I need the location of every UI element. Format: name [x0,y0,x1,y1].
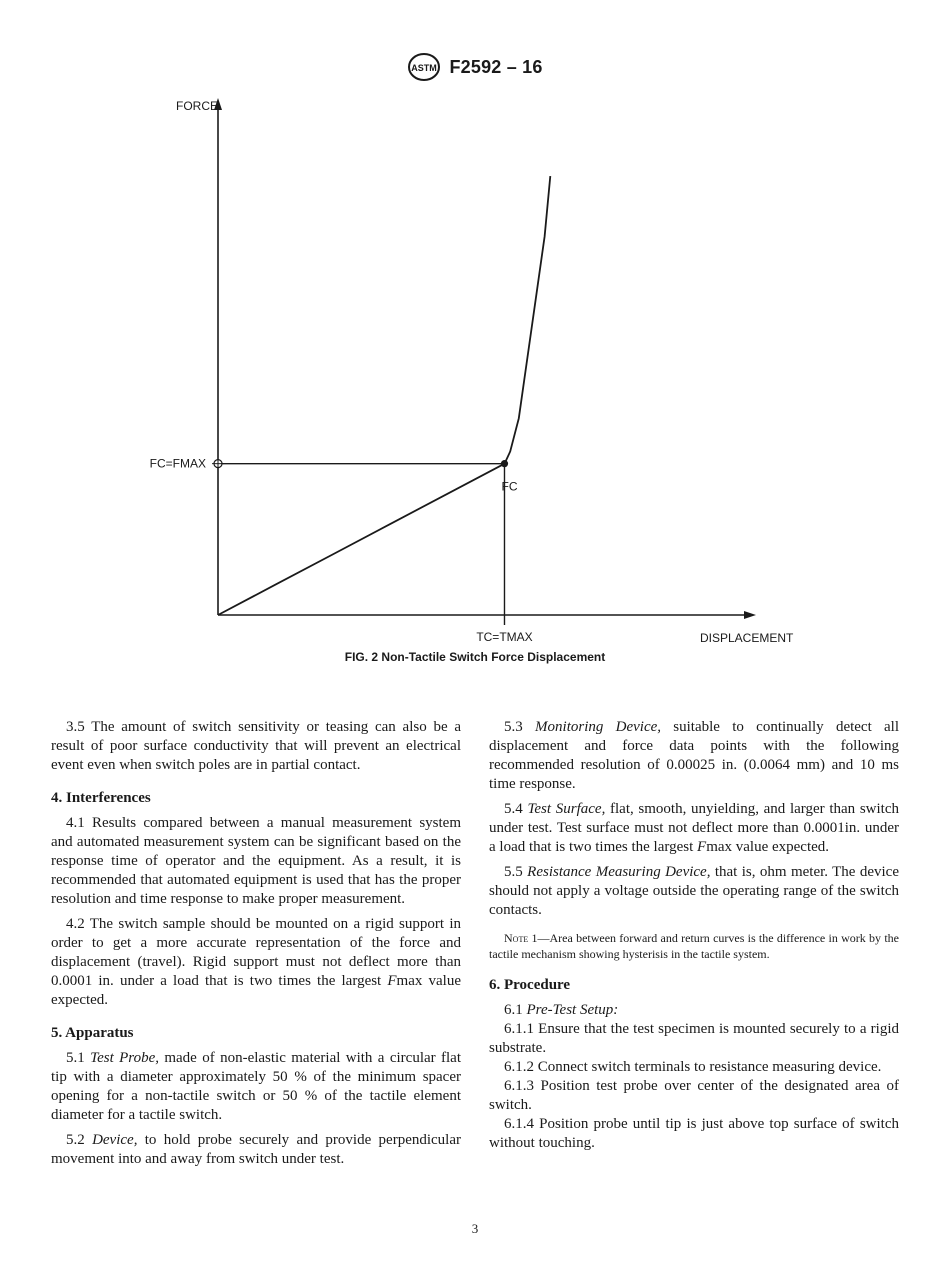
figure-caption: FIG. 2 Non-Tactile Switch Force Displacement [344,650,606,664]
fc-point-label: FC [501,479,518,494]
paragraph-5-4: 5.4 Test Surface, flat, smooth, unyielding, and larger than switch under test. Test surface must not deflect more than 0.0001in. under a load that is two times the largest Fmax value expected. [489,801,900,855]
fc-point-marker [501,460,508,467]
astm-logo-icon [407,52,441,82]
paragraph-3-5: 3.5 The amount of switch sensitivity or teasing can also be a result of poor surface conductivity that will prevent an electrical event even when switch poles are in partial contact. [51,719,461,773]
section-6-heading: 6. Procedure [489,977,571,993]
tc-tmax-label: TC=TMAX [476,630,533,644]
y-axis-label: FORCE [176,99,218,113]
force-displacement-chart [140,90,820,680]
force-displacement-figure [140,90,820,680]
paragraph-5-2: 5.2 Device, to hold probe securely and provide perpendicular movement into and away from switch under test. [51,1132,461,1167]
paragraph-4-2: 4.2 The switch sample should be mounted on a rigid support in order to get a more accurate representation of the force and displacement (travel). Rigid support must not deflect more than 0.0001 in. under a load that is two times the largest Fmax value expected. [51,916,461,1008]
paragraph-6-1-1: 6.1.1 Ensure that the test specimen is mounted securely to a rigid substrate. [489,1021,899,1056]
paragraph-5-1: 5.1 Test Probe, made of non-elastic material with a circular flat tip with a diameter approximately 50 % of the minimum spacer opening for a non-tactile switch or 50 % of the tactile element diameter for a tactile switch. [51,1050,461,1123]
paragraph-6-1-2: 6.1.2 Connect switch terminals to resistance measuring device. [504,1059,882,1075]
paragraph-5-3: 5.3 Monitoring Device, suitable to continually detect all displacement and force data points with the following recommended resolution of 0.00025 in. (0.0064 mm) and 10 ms time response. [489,719,900,792]
section-5-heading: 5. Apparatus [51,1025,134,1041]
paragraph-4-1: 4.1 Results compared between a manual measurement system and automated measurement system can be significant based on the response time of operator and the equipment. As a result, it is recommended that automated equipment is used that has the proper resolution and time response to make proper measurement. [51,815,461,907]
x-axis-label: DISPLACEMENT [700,631,794,645]
right-text-column [489,718,899,1153]
x-axis-arrow [744,611,756,619]
force-displacement-curve [218,176,550,615]
paragraph-5-5: 5.5 Resistance Measuring Device, that is, ohm meter. The device should not apply a voltage outside the operating range of the switch contacts. [489,864,899,918]
paragraph-6-1-3: 6.1.3 Position test probe over center of the designated area of switch. [489,1078,899,1113]
left-text-column [51,718,461,1175]
svg-text:ASTM: ASTM [411,63,438,73]
fc-fmax-label: FC=FMAX [149,456,206,471]
section-4-heading: 4. Interferences [51,790,151,806]
standard-designation: F2592 – 16 [449,56,543,77]
page-number: 3 [471,1221,479,1236]
paragraph-6-1: 6.1 Pre-Test Setup: [504,1002,619,1018]
note-1: Note 1—Area between forward and return curves is the difference in work by the tactile mechanism showing hysterisis in the tactile system. [489,931,899,961]
page-header [0,52,950,82]
paragraph-6-1-4: 6.1.4 Position probe until tip is just above top surface of switch without touching. [489,1116,899,1151]
